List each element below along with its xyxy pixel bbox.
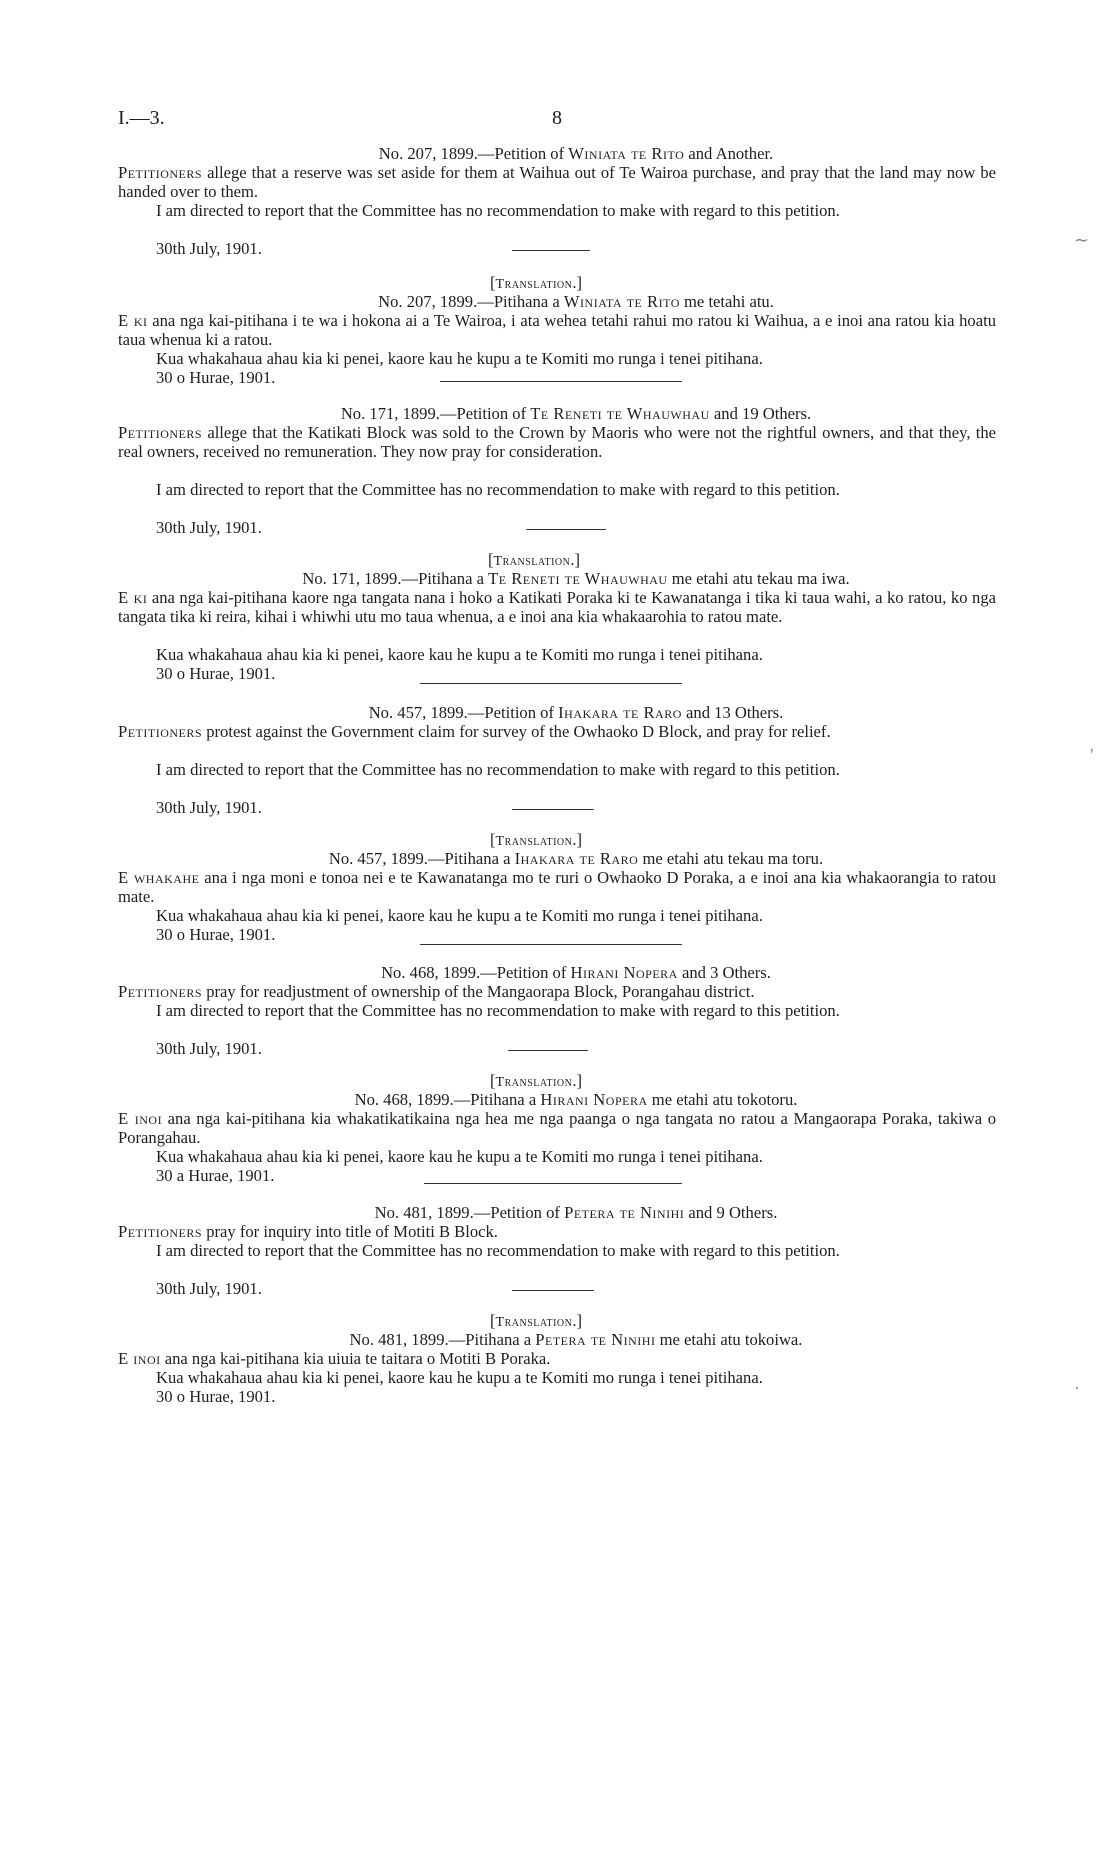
- petition-body: Petitioners protest against the Government claim for survey of the Owhaoko D Block, and pray for relief.: [118, 722, 831, 741]
- petition-date: 30th July, 1901.: [156, 1039, 262, 1058]
- short-rule: [526, 529, 606, 530]
- translation-body: E whakahe ana i nga moni e tonoa nei e te Kawanatanga mo te ruri o Owhaoko D Poraka, a e inoi ana kia whakaorangia to ratou mate.: [118, 868, 996, 906]
- petition-date: 30th July, 1901.: [156, 518, 262, 537]
- translation-date: 30 o Hurae, 1901.: [156, 1387, 276, 1406]
- petition-body: Petitioners allege that the Katikati Block was sold to the Crown by Maoris who were not the rightful owners, and that they, the real owners, received no remuneration. They now pray for consideration.: [118, 423, 996, 461]
- translation-report: Kua whakahaua ahau kia ki penei, kaore kau he kupu a te Komiti mo runga i tenei pitihana.: [156, 645, 763, 664]
- translation-heading: No. 171, 1899.—Pitihana a Te Reneti te Whauwhau me etahi atu tekau ma iwa.: [302, 569, 850, 588]
- translation-date: 30 o Hurae, 1901.: [156, 925, 276, 944]
- petition-report: I am directed to report that the Committee has no recommendation to make with regard to this petition.: [156, 480, 840, 499]
- translation-label: [Translation.]: [488, 550, 581, 569]
- section-divider: [420, 944, 682, 945]
- translation-label: [Translation.]: [490, 830, 583, 849]
- translation-label: [Translation.]: [490, 1071, 583, 1090]
- petition-report: I am directed to report that the Committee has no recommendation to make with regard to this petition.: [156, 1001, 840, 1020]
- petition-date: 30th July, 1901.: [156, 798, 262, 817]
- margin-mark: ·: [1074, 1378, 1080, 1398]
- petition-heading: No. 481, 1899.—Petition of Petera te Ninihi and 9 Others.: [374, 1203, 778, 1222]
- translation-report: Kua whakahaua ahau kia ki penei, kaore kau he kupu a te Komiti mo runga i tenei pitihana.: [156, 906, 763, 925]
- margin-mark: ′: [1090, 745, 1094, 765]
- translation-label: [Translation.]: [490, 1311, 583, 1330]
- translation-heading: No. 457, 1899.—Pitihana a Ihakara te Raro me etahi atu tekau ma toru.: [328, 849, 824, 868]
- translation-heading: No. 481, 1899.—Pitihana a Petera te Ninihi me etahi atu tokoiwa.: [349, 1330, 803, 1349]
- translation-label: [Translation.]: [490, 273, 583, 292]
- translation-heading: No. 468, 1899.—Pitihana a Hirani Nopera me etahi atu tokotoru.: [354, 1090, 798, 1109]
- translation-body: E inoi ana nga kai-pitihana kia whakatikatikaina nga hea me nga paanga o nga tangata no ratou a Mangaorapa Poraka, takiwa o Porangahau.: [118, 1109, 996, 1147]
- short-rule: [512, 1290, 594, 1291]
- petition-heading: No. 171, 1899.—Petition of Te Reneti te Whauwhau and 19 Others.: [340, 404, 812, 423]
- petition-heading: No. 457, 1899.—Petition of Ihakara te Raro and 13 Others.: [368, 703, 784, 722]
- petition-body: Petitioners allege that a reserve was set aside for them at Waihua out of Te Wairoa purchase, and pray that the land may now be handed over to them.: [118, 163, 996, 201]
- section-divider: [420, 683, 682, 684]
- page-number: 8: [552, 107, 562, 129]
- translation-body: E ki ana nga kai-pitihana i te wa i hokona ai a Te Wairoa, i ata wehea tetahi rahui mo ratou ki Waihua, a e inoi ana ratou kia hoatu taua whenua ki a ratou.: [118, 311, 997, 349]
- page-ref: I.—3.: [118, 107, 165, 129]
- translation-body: E inoi ana nga kai-pitihana kia uiuia te taitara o Motiti B Poraka.: [118, 1349, 551, 1368]
- translation-heading: No. 207, 1899.—Pitihana a Winiata te Rito me tetahi atu.: [378, 292, 774, 311]
- translation-date: 30 o Hurae, 1901.: [156, 368, 276, 387]
- petition-date: 30th July, 1901.: [156, 1279, 262, 1298]
- translation-date: 30 o Hurae, 1901.: [156, 664, 276, 683]
- petition-body: Petitioners pray for readjustment of ownership of the Mangaorapa Block, Porangahau district.: [118, 982, 755, 1001]
- petition-heading: No. 468, 1899.—Petition of Hirani Nopera and 3 Others.: [381, 963, 771, 982]
- translation-report: Kua whakahaua ahau kia ki penei, kaore kau he kupu a te Komiti mo runga i tenei pitihana.: [156, 1368, 763, 1387]
- section-divider: [424, 1183, 682, 1184]
- translation-report: Kua whakahaua ahau kia ki penei, kaore kau he kupu a te Komiti mo runga i tenei pitihana.: [156, 1147, 763, 1166]
- translation-date: 30 a Hurae, 1901.: [156, 1166, 275, 1185]
- translation-body: E ki ana nga kai-pitihana kaore nga tangata nana i hoko a Katikati Poraka ki te Kawanatanga i tika ki taua wahi, a ko ratou, ko nga tangata tika ki reira, kihai i whiwhi utu mo taua whenua, a e inoi ana kia whakaarohia to ratou mate.: [118, 588, 996, 626]
- short-rule: [512, 809, 594, 810]
- short-rule: [508, 1050, 588, 1051]
- margin-mark: ∼: [1074, 230, 1090, 250]
- petition-report: I am directed to report that the Committee has no recommendation to make with regard to this petition.: [156, 1241, 840, 1260]
- petition-report: I am directed to report that the Committee has no recommendation to make with regard to this petition.: [156, 760, 840, 779]
- petition-heading: No. 207, 1899.—Petition of Winiata te Rito and Another.: [378, 144, 774, 163]
- short-rule: [512, 250, 590, 251]
- translation-report: Kua whakahaua ahau kia ki penei, kaore kau he kupu a te Komiti mo runga i tenei pitihana.: [156, 349, 763, 368]
- section-divider: [440, 381, 682, 382]
- petition-report: I am directed to report that the Committee has no recommendation to make with regard to this petition.: [156, 201, 840, 220]
- petition-body: Petitioners pray for inquiry into title of Motiti B Block.: [118, 1222, 498, 1241]
- petition-date: 30th July, 1901.: [156, 239, 262, 258]
